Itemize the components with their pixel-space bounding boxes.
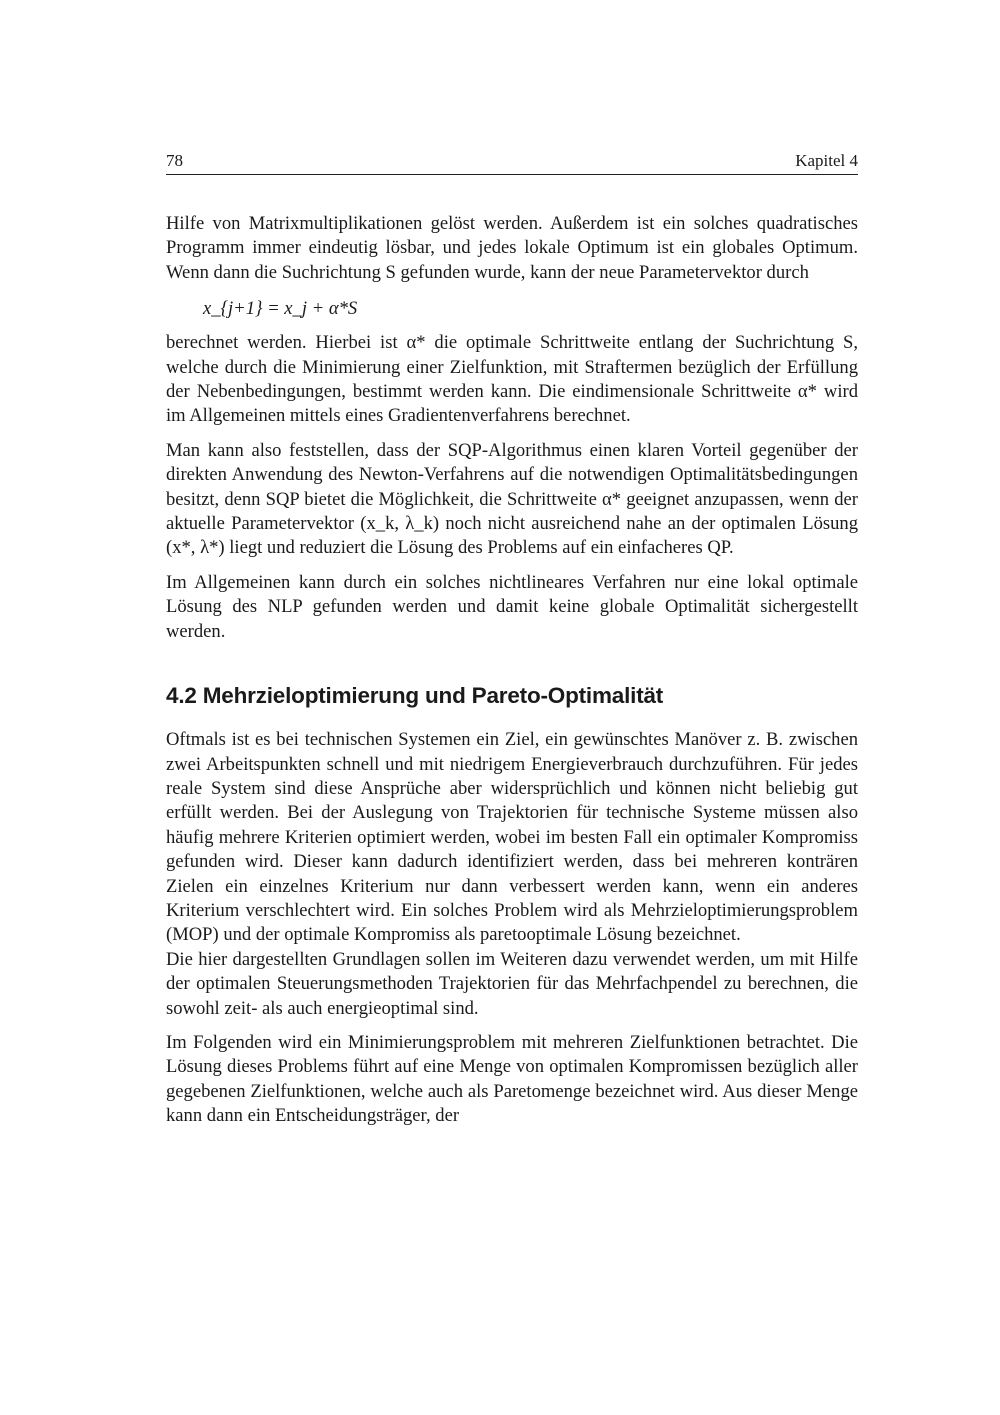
paragraph-1: Hilfe von Matrixmultiplikationen gelöst werden. Außerdem ist ein solches quadratisches Programm immer eindeutig lösbar, und jedes lokale Optimum ist ein globales Optimum. Wenn dann die Suchrichtung S gefunden wurde, kann der neue Parametervektor durch <box>166 213 858 283</box>
section-heading: 4.2 Mehrzieloptimierung und Pareto-Optimalität <box>166 683 664 709</box>
paragraph-6: Die hier dargestellten Grundlagen sollen im Weiteren dazu verwendet werden, um mit Hilfe der optimalen Steuerungsmethoden Trajektorien für das Mehrfachpendel zu berechnen, die sowohl zeit- als auch energieoptimal sind. <box>166 948 858 1019</box>
paragraph-7: Im Folgenden wird ein Minimierungsproblem mit mehreren Zielfunktionen betrachtet. Die Lösung dieses Problems führt auf eine Menge von optimalen Kompromissen bezüglich aller gegebenen Zielfunktionen, welche auch als Paretomenge bezeichnet wird. Aus dieser Menge kann dann ein Entscheidungsträger, der <box>166 1031 858 1127</box>
chapter-label: Kapitel 4 <box>795 151 858 170</box>
page-header <box>166 150 858 175</box>
page-number: 78 <box>166 151 183 170</box>
paragraph-3: Man kann also feststellen, dass der SQP-Algorithmus einen klaren Vorteil gegenüber der direkten Anwendung des Newton-Verfahrens auf die notwendigen Optimalitätsbedingungen besitzt, denn SQP bietet die Möglichkeit, die Schrittweite α* geeignet anzupassen, wenn der aktuelle Parametervektor (x_k, λ_k) noch nicht ausreichend nahe an der optimalen Lösung (x*, λ*) liegt und reduziert die Lösung des Problems auf ein einfacheres QP. <box>166 439 858 559</box>
paragraph-4: Im Allgemeinen kann durch ein solches nichtlineares Verfahren nur eine lokal optimale Lösung des NLP gefunden werden und damit keine globale Optimalität sichergestellt werden. <box>166 571 858 642</box>
paragraph-5: Oftmals ist es bei technischen Systemen ein Ziel, ein gewünschtes Manöver z. B. zwischen zwei Arbeitspunkten schnell und mit niedrigem Energieverbrauch durchzuführen. Für jedes reale System sind diese Ansprüche aber widersprüchlich und können nicht beliebig gut erfüllt werden. Bei der Auslegung von Trajektorien für technische Systeme müssen also häufig mehrere Kriterien optimiert werden, wobei im besten Fall ein optimaler Kompromiss gefunden wird. Dieser kann dadurch identifiziert werden, dass bei mehreren konträren Zielen ein einzelnes Kriterium nur dann verbessert werden kann, wenn ein anderes Kriterium verschlechtert wird. Ein solches Problem wird als Mehrzieloptimierungsproblem (MOP) und der optimale Kompromiss als paretooptimale Lösung bezeichnet. <box>166 729 858 946</box>
equation: x_{j+1} = x_j + α*S <box>203 298 358 320</box>
body-text <box>166 212 858 1129</box>
paragraph-2: berechnet werden. Hierbei ist α* die optimale Schrittweite entlang der Suchrichtung S, welche durch die Minimierung einer Zielfunktion, mit Straftermen bezüglich der Erfüllung der Nebenbedingungen, bestimmt werden kann. Die eindimensionale Schrittweite α* wird im Allgemeinen mittels eines Gradientenverfahrens berechnet. <box>166 332 858 427</box>
